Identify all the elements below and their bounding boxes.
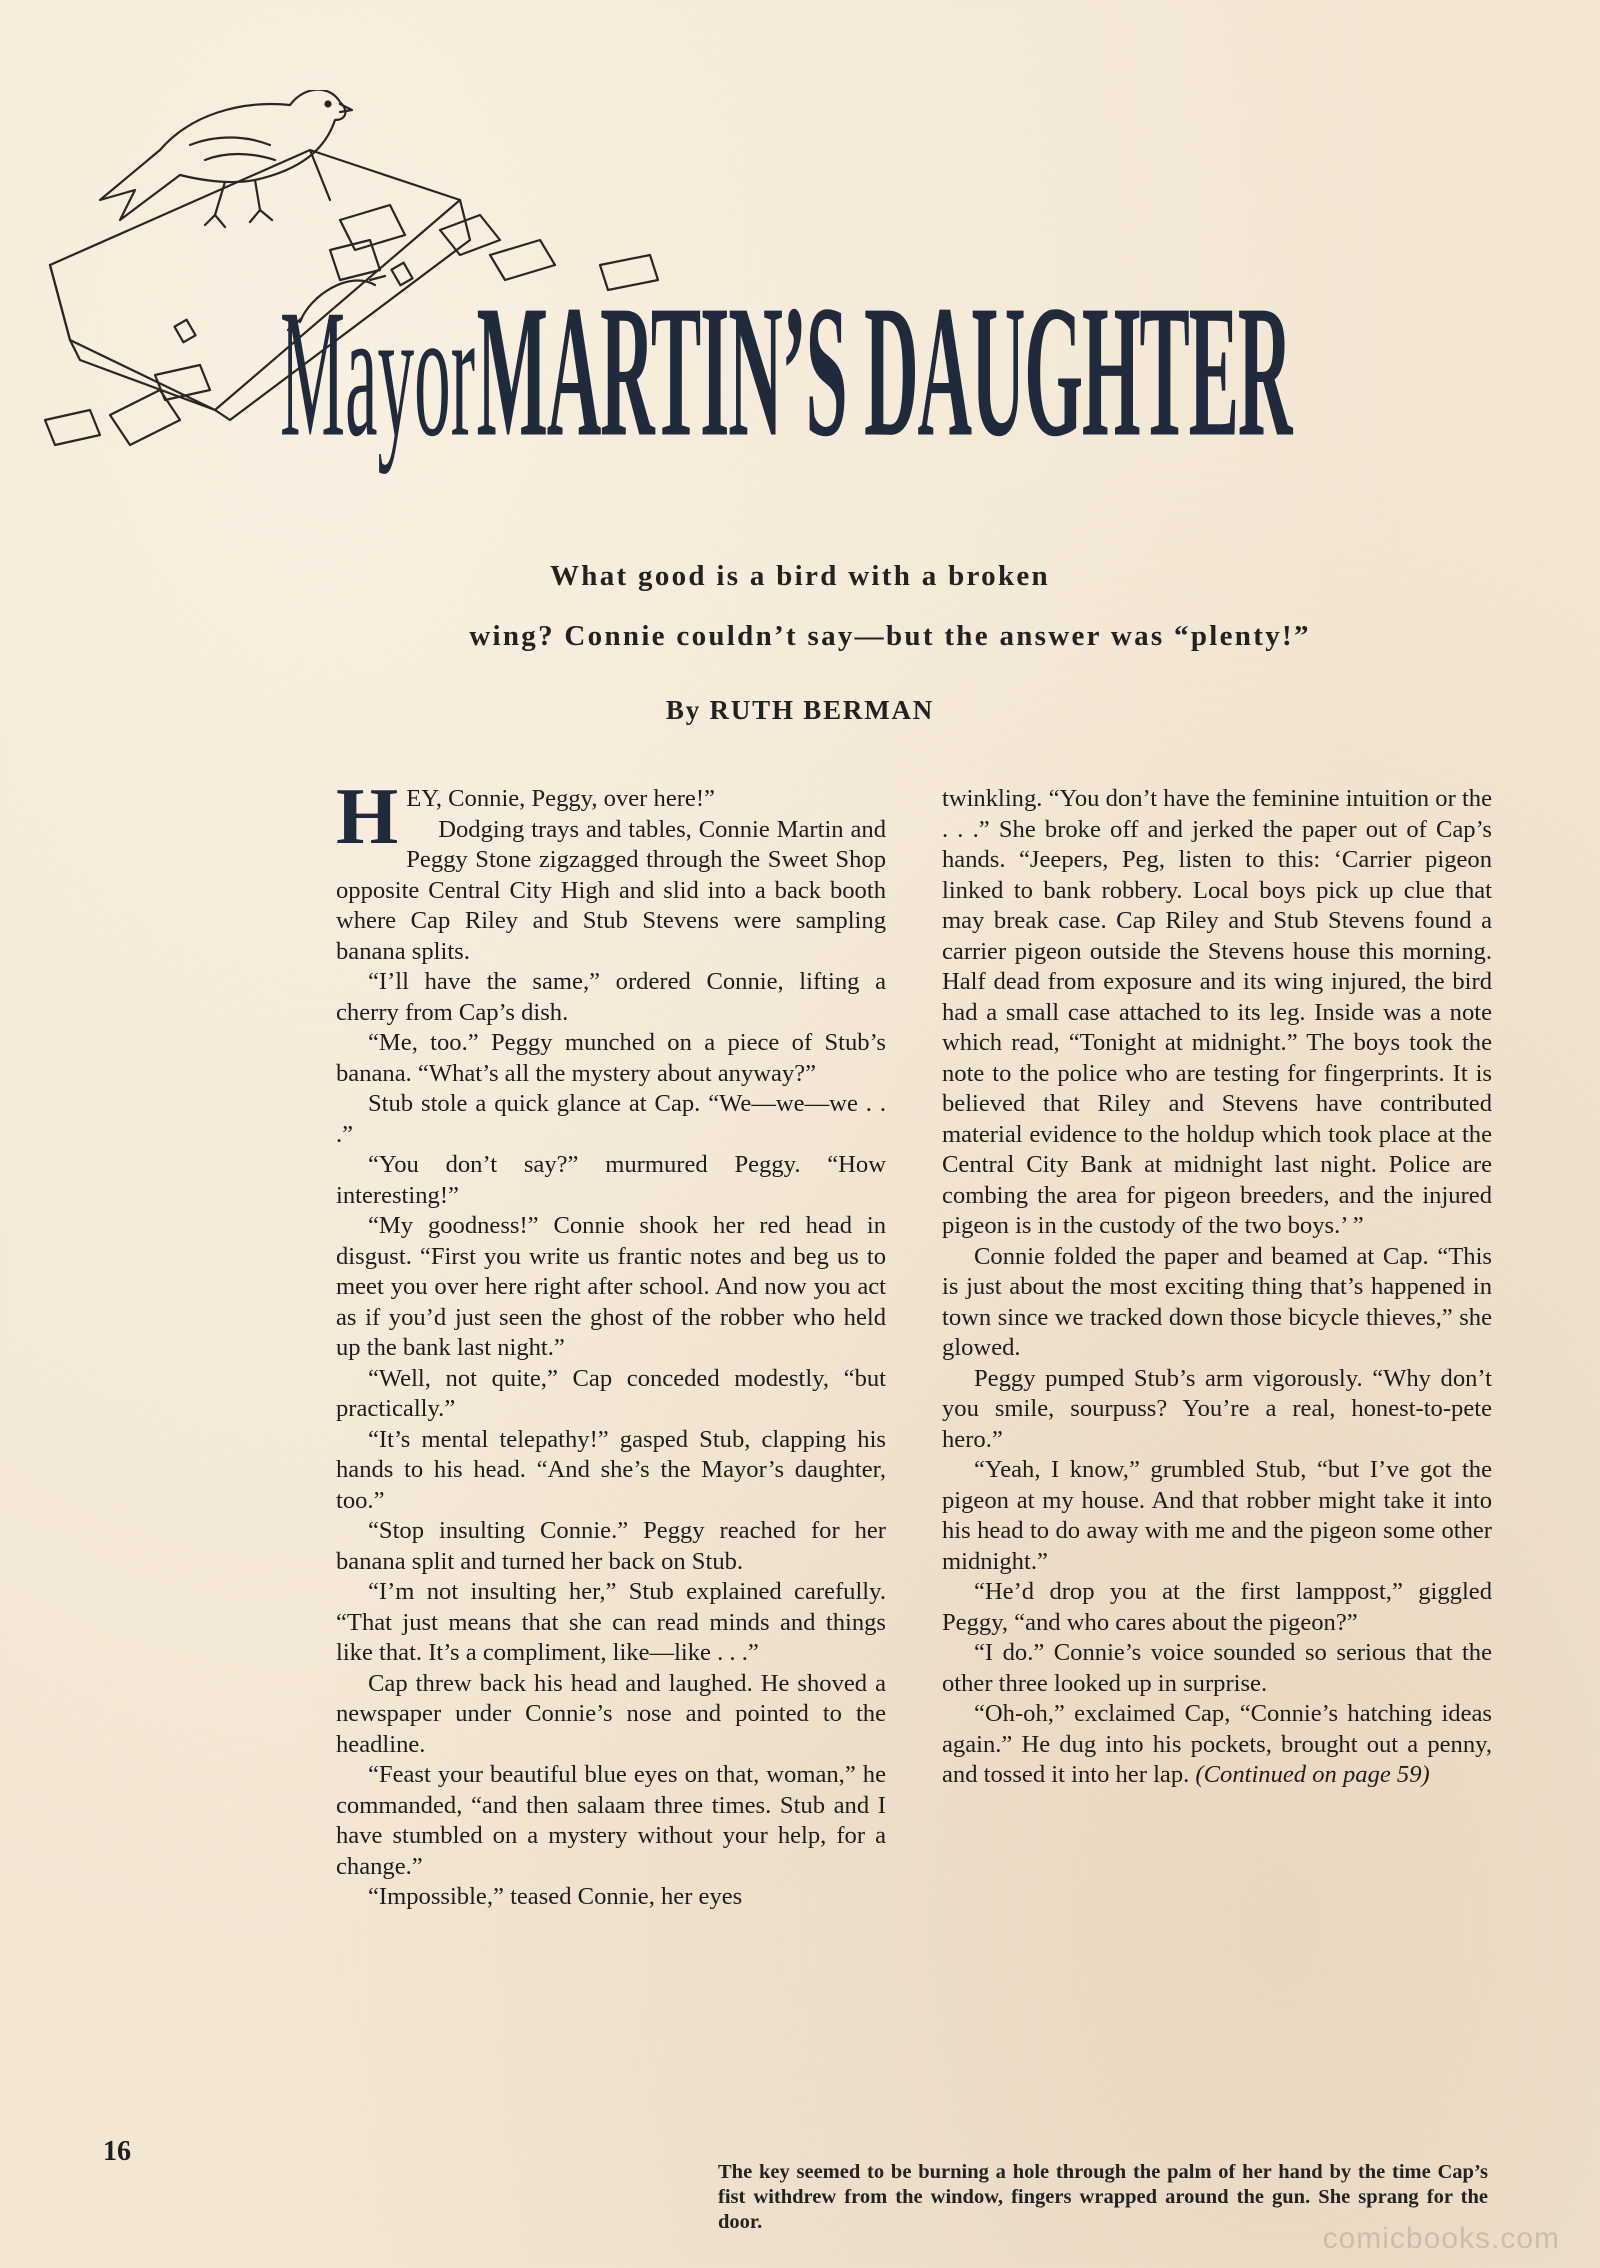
paragraph: “Impossible,” teased Connie, her eyes xyxy=(368,1883,743,1910)
byline: By RUTH BERMAN xyxy=(665,695,935,725)
paragraph-last xyxy=(942,1699,1492,1791)
paragraph: “Well, not quite,” Cap conceded modestly, “but practically.” xyxy=(336,1364,886,1422)
paragraph: Connie folded the paper and beamed at Cap. “This is just about the most exciting thing that’s happened in town since we tracked down those bicycle thieves,” she glowed. xyxy=(942,1242,1492,1361)
paragraph: “I’m not insulting her,” Stub explained carefully. “That just means that she can read minds and things like that. It’s a compliment, like—like . . .” xyxy=(336,1578,886,1666)
paragraph: “Me, too.” Peggy munched on a piece of Stub’s banana. “What’s all the mystery about anyway?” xyxy=(336,1029,886,1087)
article-title xyxy=(280,267,1580,535)
paragraph: Stub stole a quick glance at Cap. “We—we—we . . .” xyxy=(336,1090,886,1148)
title-main: MARTIN’S DAUGHTER xyxy=(476,267,1292,477)
paragraph: “You don’t say?” murmured Peggy. “How interesting!” xyxy=(336,1151,886,1209)
paragraph: “My goodness!” Connie shook her red head in disgust. “First you write us frantic notes and beg us to meet you over here right after school. And now you act as if you’d just seen the ghost of the robber who held up the bank last night.” xyxy=(336,1212,886,1361)
paragraph: “It’s mental telepathy!” gasped Stub, clapping his hands to his head. “And she’s the Mayor’s daughter, too.” xyxy=(336,1425,886,1514)
paragraph: Cap threw back his head and laughed. He shoved a newspaper under Connie’s nose and pointed to the headline. xyxy=(336,1669,886,1758)
paragraph-opening xyxy=(336,773,886,861)
page-number: 16 xyxy=(103,2136,131,2167)
paragraph-continued: twinkling. “You don’t have the feminine intuition or the . . .” She broke off and jerked the paper out of Cap’s hands. “Jeepers, Peg, listen to this: ‘Carrier pigeon linked to bank robbery. Local boys pick up clue that may break case. Cap Riley and Stub Stevens found a carrier pigeon outside the Stevens house this morning. Half dead from exposure and its wing injured, the bird had a small case attached to its leg. Inside was a note which read, “Tonight at midnight.” The boys took the note to the police who are testing for fingerprints. It is believed that Riley and Stevens have contributed material evidence to the holdup which took place at the Central City Bank at midnight last night. Police are combing the area for pigeon breeders, and the injured pigeon is in the custody of the two boys.’ ” xyxy=(942,785,1492,1239)
paragraph-text: EY, Connie, Peggy, over here!” xyxy=(406,785,715,812)
subtitle-line-1: What good is a bird with a broken xyxy=(550,560,1050,592)
watermark: comicbooks.com xyxy=(1322,2222,1560,2255)
paragraph: “Feast your beautiful blue eyes on that, woman,” he commanded, “and then salaam three times. Stub and I have stumbled on a mystery without your help, for a change.” xyxy=(336,1761,886,1880)
paragraph: Dodging trays and tables, Connie Martin and Peggy Stone zigzagged through the Sweet Shop opposite Central City High and slid into a back booth where Cap Riley and Stub Stevens were sampling banana splits. xyxy=(336,815,886,965)
paragraph: “Stop insulting Connie.” Peggy reached for her banana split and turned her back on Stub. xyxy=(336,1517,886,1575)
illustration-caption: The key seemed to be burning a hole through the palm of her hand by the time Cap’s fist withdrew from the window, fingers wrapped around the gun. She sprang for the door. xyxy=(718,2161,1488,2233)
body-column-left xyxy=(336,773,886,1913)
paragraph: “Yeah, I know,” grumbled Stub, “but I’ve got the pigeon at my house. And that robber might take it into his head to do away with me and the pigeon some other midnight.” xyxy=(942,1456,1492,1575)
paragraph: “I’ll have the same,” ordered Connie, lifting a cherry from Cap’s dish. xyxy=(336,968,886,1026)
subtitle-line-2: wing? Connie couldn’t say—but the answer was “plenty!” xyxy=(469,620,1311,652)
drop-cap: H xyxy=(336,773,399,861)
paragraph: “He’d drop you at the first lamppost,” giggled Peggy, “and who cares about the pigeon?” xyxy=(942,1578,1492,1636)
paragraph: “I do.” Connie’s voice sounded so serious that the other three looked up in surprise. xyxy=(942,1639,1492,1697)
body-column-right xyxy=(942,784,1492,1791)
continued-note: (Continued on page 59) xyxy=(1195,1761,1430,1788)
paragraph-text: “Oh-oh,” exclaimed Cap, “Connie’s hatching ideas again.” He dug into his pockets, brought out a penny, and tossed it into her lap. xyxy=(942,1700,1492,1788)
paragraph: Peggy pumped Stub’s arm vigorously. “Why don’t you smile, sourpuss? You’re a real, honest-to-pete hero.” xyxy=(942,1364,1492,1453)
title-small-word: Mayor xyxy=(280,271,476,475)
